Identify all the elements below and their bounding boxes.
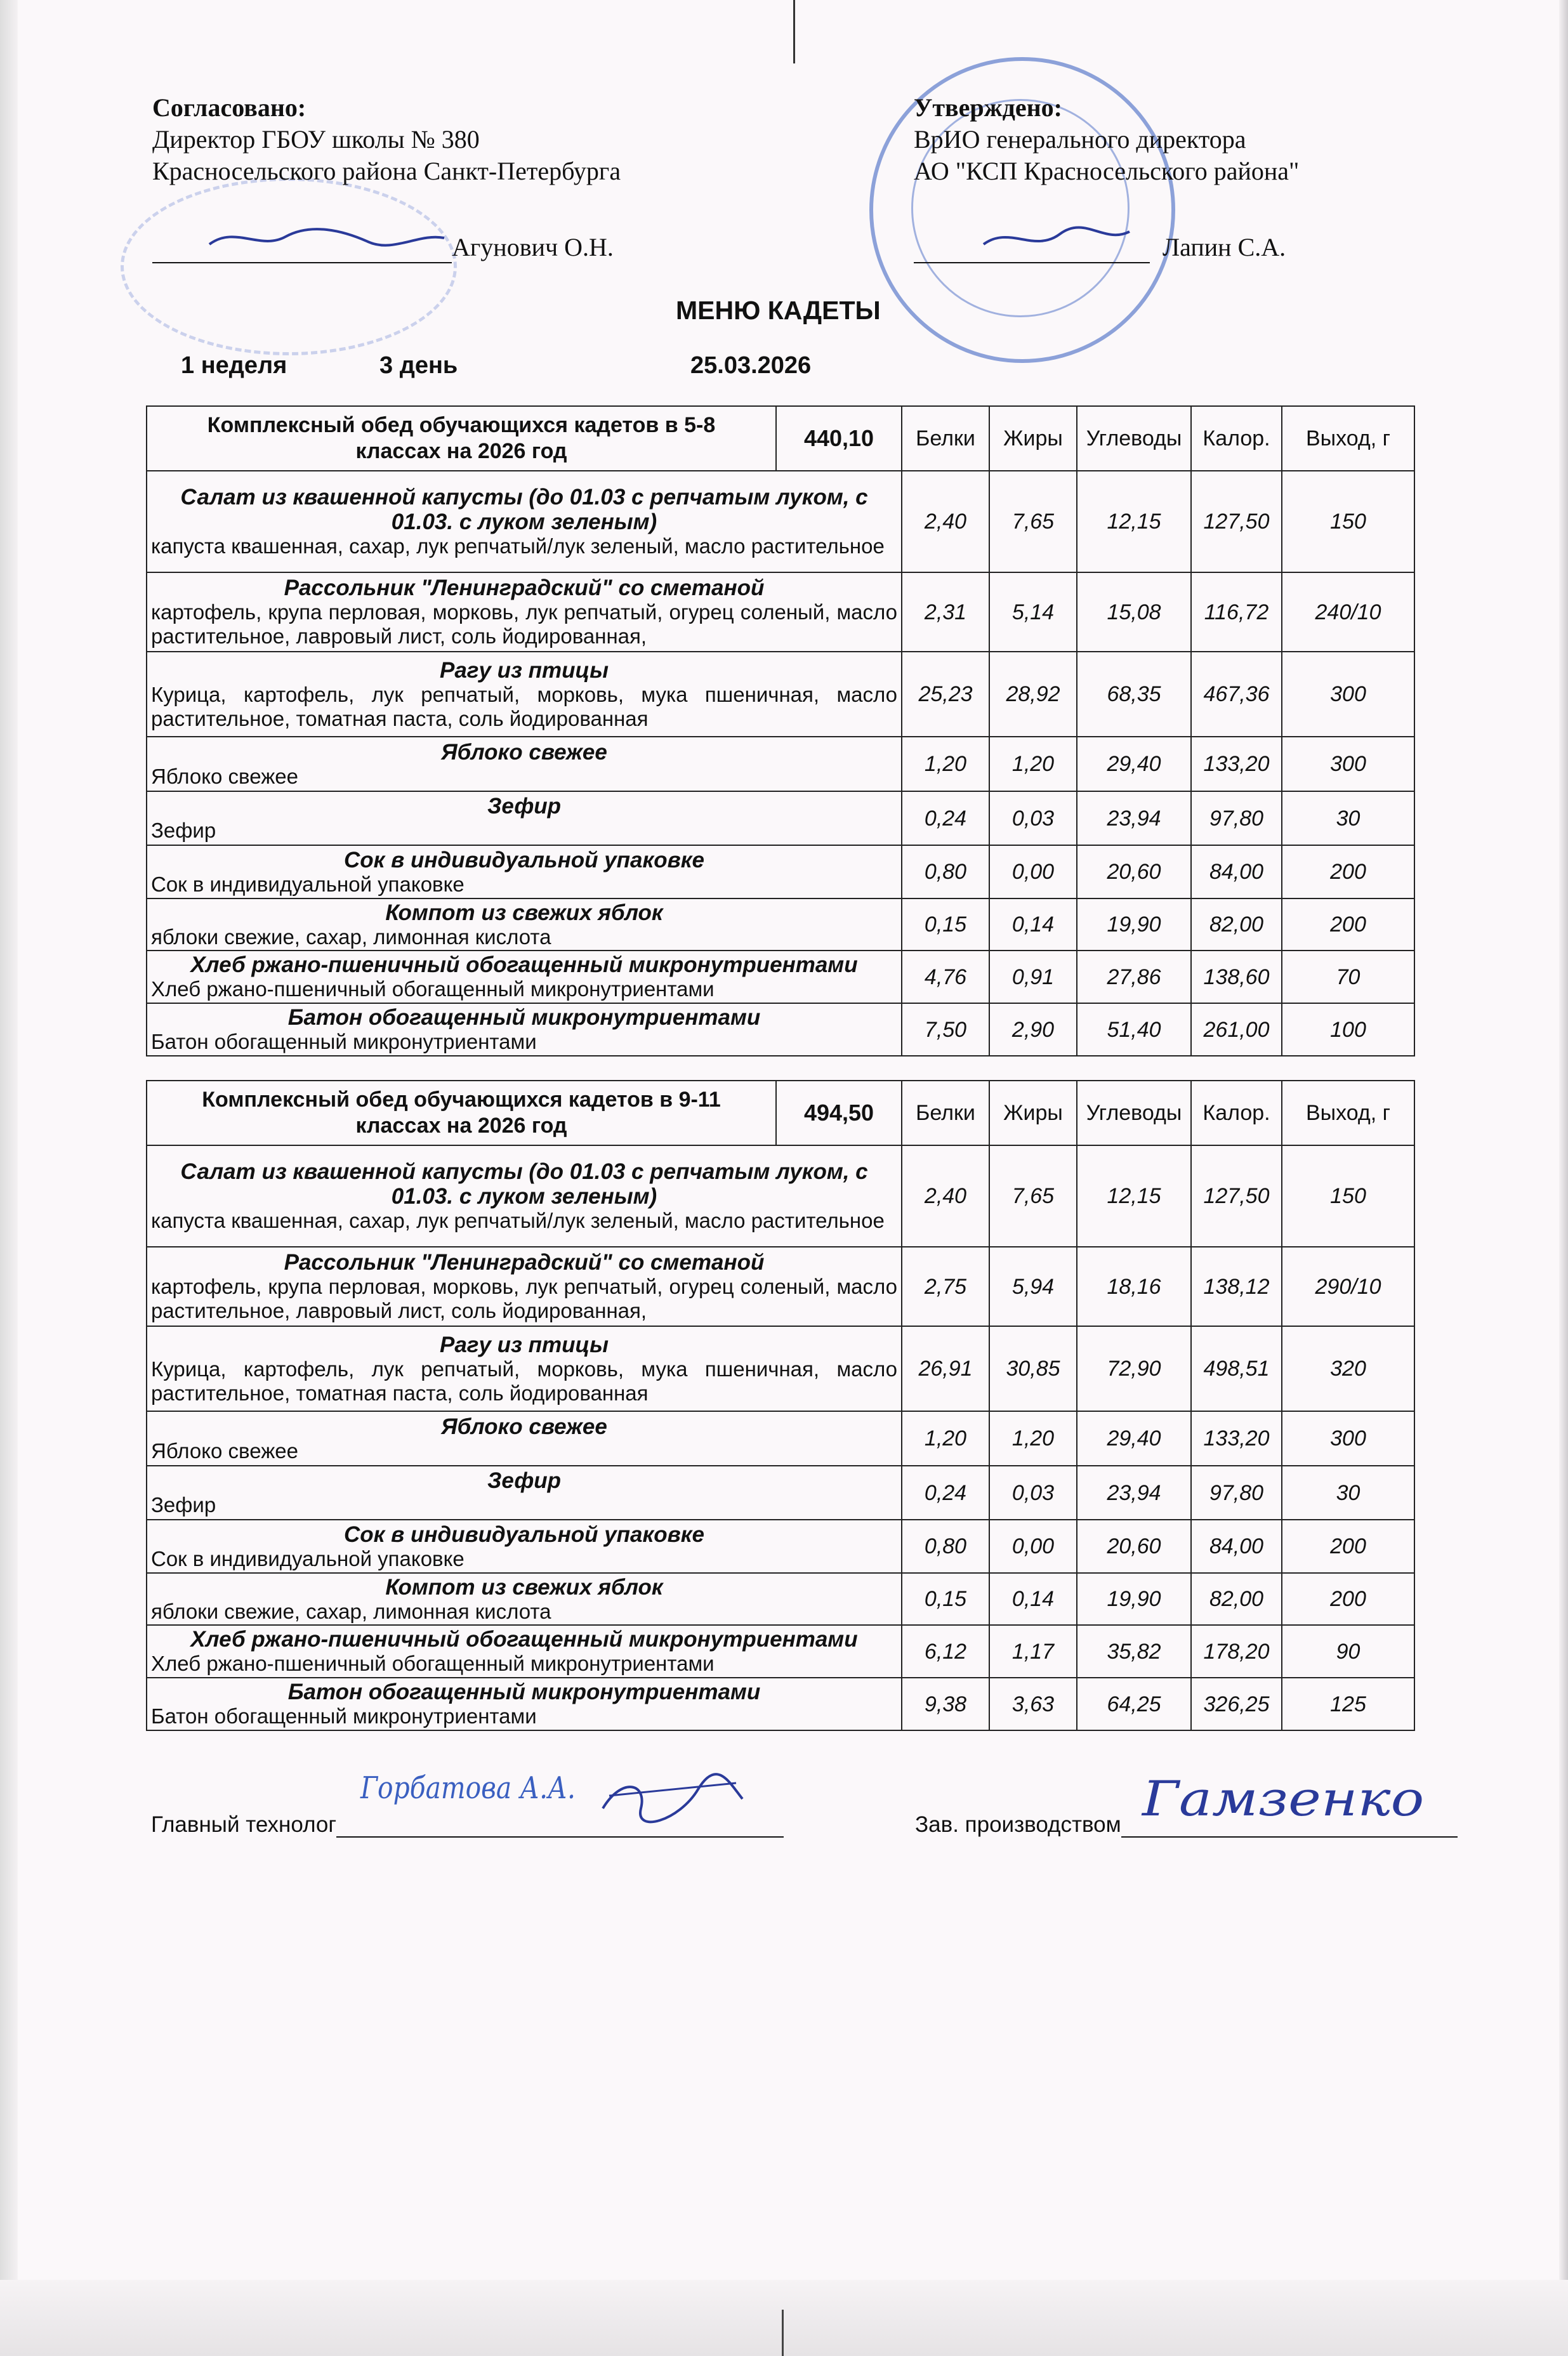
menu-title-cell [147,1081,776,1145]
protein-value: 0,80 [902,1520,989,1573]
yield-value: 150 [1282,1145,1414,1247]
fat-value: 7,65 [989,471,1077,572]
dish-cell [147,1003,902,1056]
table-row [147,845,1414,898]
col-carbs: Углеводы [1077,1081,1191,1145]
col-yield: Выход, г [1282,406,1414,471]
dish-name: Сок в индивидуальной упаковке [344,847,704,872]
col-fat: Жиры [989,1081,1077,1145]
yield-value: 290/10 [1282,1247,1414,1326]
page-title: МЕНЮ КАДЕТЫ [676,296,881,325]
carbs-value: 12,15 [1077,1145,1191,1247]
dish-name: Рассольник "Ленинградский" со сметаной [284,1250,765,1275]
menu-title-cell [147,406,776,471]
fat-value: 7,65 [989,1145,1077,1247]
school-stamp [121,178,457,355]
kcal-value: 133,20 [1191,737,1282,791]
carbs-value: 51,40 [1077,1003,1191,1056]
fat-value: 0,14 [989,898,1077,951]
fat-value: 5,14 [989,572,1077,652]
dish-cell [147,652,902,737]
agreed-line1: Директор ГБОУ школы № 380 [152,125,480,154]
kcal-value: 138,60 [1191,951,1282,1003]
carbs-value: 15,08 [1077,572,1191,652]
dish-ingredients: Курица, картофель, лук репчатый, морковь, мука пшеничная, масло растительное, томатная паста, соль йодированная [151,682,897,730]
dish-ingredients: Хлеб ржано-пшеничный обогащенный микронутриентами [151,977,715,1001]
approved-line1: ВрИО генерального директора [914,125,1246,154]
dish-name: Зефир [487,794,562,819]
dish-name: Зефир [487,1468,562,1493]
dish-cell [147,1520,902,1573]
table-row [147,471,1414,572]
carbs-value: 64,25 [1077,1678,1191,1730]
col-kcal: Калор. [1191,406,1282,471]
fat-value: 30,85 [989,1326,1077,1411]
kcal-value: 84,00 [1191,1520,1282,1573]
kcal-value: 97,80 [1191,791,1282,845]
yield-value: 240/10 [1282,572,1414,652]
approved-signer: Лапин С.А. [1163,233,1286,261]
production-signature: Гамзенко [1142,1770,1425,1827]
protein-value: 0,15 [902,898,989,951]
yield-value: 125 [1282,1678,1414,1730]
table-row [147,652,1414,737]
table-row [147,1520,1414,1573]
dish-name: Батон обогащенный микронутриентами [287,1680,761,1704]
scan-edge-bottom [0,2280,1568,2356]
scan-edge-right [1559,0,1568,2356]
yield-value: 300 [1282,737,1414,791]
dish-cell [147,1411,902,1466]
table-row [147,1678,1414,1730]
table-row [147,898,1414,951]
fat-value: 5,94 [989,1247,1077,1326]
carbs-value: 20,60 [1077,1520,1191,1573]
dish-ingredients: Зефир [151,819,216,842]
menu-title-line1: Комплексный обед обучающихся кадетов в 9-11 [202,1088,721,1112]
protein-value: 0,80 [902,845,989,898]
dish-name: Салат из квашенной капусты (до 01.03 с репчатым луком, с 01.03. с луком зеленым) [180,1159,868,1209]
yield-value: 150 [1282,471,1414,572]
table-row [147,1326,1414,1411]
protein-value: 1,20 [902,737,989,791]
table-row [147,1625,1414,1678]
yield-value: 200 [1282,1520,1414,1573]
protein-value: 2,40 [902,1145,989,1247]
yield-value: 200 [1282,1573,1414,1625]
menu-table-body [147,1081,1414,1730]
kcal-value: 116,72 [1191,572,1282,652]
agreed-heading: Согласовано: [152,93,306,122]
technologist-label: Главный технолог [151,1812,337,1837]
yield-value: 200 [1282,845,1414,898]
carbs-value: 19,90 [1077,898,1191,951]
kcal-value: 84,00 [1191,845,1282,898]
dish-ingredients: Яблоко свежее [151,1438,298,1463]
technologist-name-stamp: Горбатова А.А. [360,1770,576,1806]
dish-name: Батон обогащенный микронутриентами [287,1005,761,1030]
menu-table-grades-5-8 [146,405,1415,1056]
fat-value: 28,92 [989,652,1077,737]
protein-value: 4,76 [902,951,989,1003]
week-label: 1 неделя [181,352,287,379]
col-kcal: Калор. [1191,1081,1282,1145]
day-label: 3 день [379,352,458,379]
dish-cell [147,1573,902,1625]
yield-value: 30 [1282,791,1414,845]
dish-name: Яблоко свежее [441,1414,607,1439]
menu-price: 494,50 [776,1081,902,1145]
agreed-signature-line [152,225,452,263]
yield-value: 320 [1282,1326,1414,1411]
dish-name: Рассольник "Ленинградский" со сметаной [284,576,765,600]
dish-ingredients: капуста квашенная, сахар, лук репчатый/лук зеленый, масло растительное [151,534,885,558]
carbs-value: 20,60 [1077,845,1191,898]
dish-name: Салат из квашенной капусты (до 01.03 с репчатым луком, с 01.03. с луком зеленым) [180,485,868,534]
yield-value: 70 [1282,951,1414,1003]
kcal-value: 127,50 [1191,1145,1282,1247]
carbs-value: 35,82 [1077,1625,1191,1678]
fat-value: 0,03 [989,791,1077,845]
fat-value: 0,14 [989,1573,1077,1625]
menu-header-row [147,1081,1414,1145]
carbs-value: 72,90 [1077,1326,1191,1411]
carbs-value: 27,86 [1077,951,1191,1003]
dish-ingredients: яблоки свежие, сахар, лимонная кислота [151,925,551,949]
kcal-value: 82,00 [1191,898,1282,951]
dish-ingredients: Сок в индивидуальной упаковке [151,1546,464,1570]
approved-line2: АО "КСП Красносельского района" [914,157,1300,185]
col-protein: Белки [902,406,989,471]
carbs-value: 19,90 [1077,1573,1191,1625]
yield-value: 100 [1282,1003,1414,1056]
yield-value: 30 [1282,1466,1414,1520]
table-row [147,1145,1414,1247]
approved-signature-row [914,225,1286,263]
dish-cell [147,1145,902,1247]
table-row [147,1247,1414,1326]
col-protein: Белки [902,1081,989,1145]
protein-value: 7,50 [902,1003,989,1056]
table-row [147,737,1414,791]
fat-value: 1,17 [989,1625,1077,1678]
protein-value: 0,24 [902,791,989,845]
protein-value: 9,38 [902,1678,989,1730]
carbs-value: 29,40 [1077,1411,1191,1466]
yield-value: 300 [1282,1411,1414,1466]
table-row [147,1466,1414,1520]
dish-cell [147,737,902,791]
yield-value: 200 [1282,898,1414,951]
fat-value: 2,90 [989,1003,1077,1056]
protein-value: 26,91 [902,1326,989,1411]
dish-ingredients: Батон обогащенный микронутриентами [151,1704,537,1728]
carbs-value: 18,16 [1077,1247,1191,1326]
kcal-value: 138,12 [1191,1247,1282,1326]
agreed-signer: Агунович О.Н. [452,233,614,261]
dish-ingredients: Батон обогащенный микронутриентами [151,1030,537,1053]
kcal-value: 326,25 [1191,1678,1282,1730]
fold-mark-top [793,0,795,63]
kcal-value: 467,36 [1191,652,1282,737]
carbs-value: 23,94 [1077,1466,1191,1520]
table-row [147,572,1414,652]
dish-cell [147,1326,902,1411]
agreed-block [152,92,621,187]
dish-ingredients: Яблоко свежее [151,764,298,788]
kcal-value: 133,20 [1191,1411,1282,1466]
dish-cell [147,1247,902,1326]
dish-ingredients: капуста квашенная, сахар, лук репчатый/лук зеленый, масло растительное [151,1209,885,1232]
kcal-value: 127,50 [1191,471,1282,572]
dish-name: Хлеб ржано-пшеничный обогащенный микронутриентами [190,952,858,977]
dish-cell [147,845,902,898]
table-row [147,1411,1414,1466]
dish-name: Сок в индивидуальной упаковке [344,1522,704,1547]
col-yield: Выход, г [1282,1081,1414,1145]
dish-cell [147,1678,902,1730]
technologist-signature-mark [590,1764,755,1834]
dish-name: Компот из свежих яблок [385,1574,663,1600]
protein-value: 2,31 [902,572,989,652]
kcal-value: 178,20 [1191,1625,1282,1678]
approved-signature-mark [914,225,1150,254]
carbs-value: 29,40 [1077,737,1191,791]
dish-ingredients: Зефир [151,1493,216,1517]
menu-title-line1: Комплексный обед обучающихся кадетов в 5-8 [207,413,716,437]
protein-value: 0,15 [902,1573,989,1625]
fat-value: 1,20 [989,1411,1077,1466]
dish-ingredients: Хлеб ржано-пшеничный обогащенный микронутриентами [151,1652,715,1675]
menu-header-row [147,406,1414,471]
dish-name: Яблоко свежее [441,739,607,765]
dish-name: Хлеб ржано-пшеничный обогащенный микронутриентами [190,1627,858,1652]
yield-value: 90 [1282,1625,1414,1678]
menu-table-grades-9-11 [146,1080,1415,1731]
approved-signature-line [914,225,1150,263]
dish-ingredients: картофель, крупа перловая, морковь, лук репчатый, огурец соленый, масло растительное, лавровый лист, соль йодированная, [151,1275,897,1322]
dish-name: Компот из свежих яблок [385,900,663,925]
approved-heading: Утверждено: [914,93,1062,122]
protein-value: 25,23 [902,652,989,737]
carbs-value: 68,35 [1077,652,1191,737]
approved-block [914,92,1299,187]
dish-name: Рагу из птицы [439,657,609,683]
table-row [147,1003,1414,1056]
scan-edge-left [0,0,18,2356]
kcal-value: 261,00 [1191,1003,1282,1056]
kcal-value: 82,00 [1191,1573,1282,1625]
carbs-value: 23,94 [1077,791,1191,845]
date-label: 25.03.2026 [690,352,812,379]
menu-title-line2: классах на 2026 год [355,439,567,463]
agreed-signature-row [152,225,614,263]
dish-cell [147,1466,902,1520]
dish-cell [147,471,902,572]
fat-value: 0,03 [989,1466,1077,1520]
agreed-signature-mark [152,225,452,254]
yield-value: 300 [1282,652,1414,737]
kcal-value: 498,51 [1191,1326,1282,1411]
dish-ingredients: Курица, картофель, лук репчатый, морковь, мука пшеничная, масло растительное, томатная паста, соль йодированная [151,1357,897,1405]
dish-name: Рагу из птицы [439,1332,609,1357]
fat-value: 0,91 [989,951,1077,1003]
fat-value: 3,63 [989,1678,1077,1730]
table-row [147,1573,1414,1625]
protein-value: 2,40 [902,471,989,572]
dish-ingredients: картофель, крупа перловая, морковь, лук репчатый, огурец соленый, масло растительное, лавровый лист, соль йодированная, [151,600,897,648]
menu-table-body [147,406,1414,1056]
protein-value: 6,12 [902,1625,989,1678]
dish-ingredients: Сок в индивидуальной упаковке [151,872,464,896]
carbs-value: 12,15 [1077,471,1191,572]
dish-ingredients: яблоки свежие, сахар, лимонная кислота [151,1599,551,1623]
menu-title-line2: классах на 2026 год [355,1114,567,1138]
dish-cell [147,572,902,652]
fat-value: 1,20 [989,737,1077,791]
fat-value: 0,00 [989,1520,1077,1573]
table-row [147,951,1414,1003]
dish-cell [147,791,902,845]
production-label: Зав. производством [915,1812,1121,1837]
fat-value: 0,00 [989,845,1077,898]
dish-cell [147,898,902,951]
protein-value: 2,75 [902,1247,989,1326]
col-fat: Жиры [989,406,1077,471]
dish-cell [147,951,902,1003]
fold-mark-bottom [782,2310,784,2356]
col-carbs: Углеводы [1077,406,1191,471]
kcal-value: 97,80 [1191,1466,1282,1520]
protein-value: 0,24 [902,1466,989,1520]
dish-cell [147,1625,902,1678]
agreed-line2: Красносельского района Санкт-Петербурга [152,157,621,185]
protein-value: 1,20 [902,1411,989,1466]
menu-price: 440,10 [776,406,902,471]
table-row [147,791,1414,845]
